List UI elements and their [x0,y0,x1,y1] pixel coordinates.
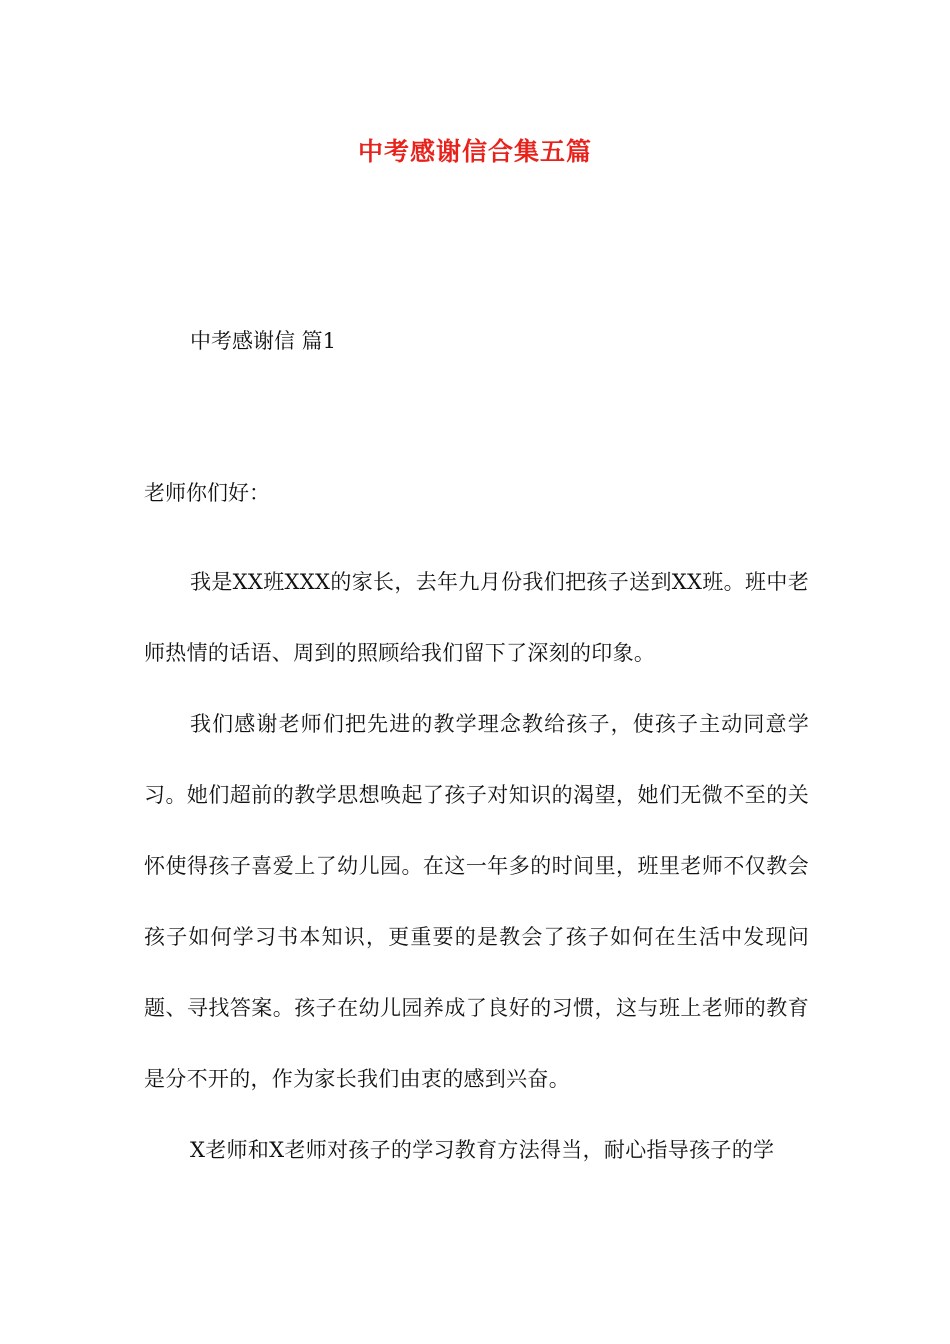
letter-salutation: 老师你们好： [144,481,270,505]
paragraph-3: X老师和X老师对孩子的学习教育方法得当，耐心指导孩子的学 [190,1138,775,1162]
paragraph-1: 我是XX班XXX的家长，去年九月份我们把孩子送到XX班。班中老师热情的话语、周到的照顾给我们留下了深刻的印象。 [144,570,809,665]
letter-body [144,547,809,1186]
document-title: 中考感谢信合集五篇 [357,137,592,166]
paragraph-2: 我们感谢老师们把先进的教学理念教给孩子，使孩子主动同意学习。她们超前的教学思想唤起了孩子对知识的渴望，她们无微不至的关怀使得孩子喜爱上了幼儿园。在这一年多的时间里，班里老师不仅教会孩子如何学习书本知识，更重要的是教会了孩子如何在生活中发现问题、寻找答案。孩子在幼儿园养成了良好的习惯，这与班上老师的教育是分不开的，作为家长我们由衷的感到兴奋。 [144,712,809,1091]
section-heading: 中考感谢信 篇1 [190,329,337,353]
